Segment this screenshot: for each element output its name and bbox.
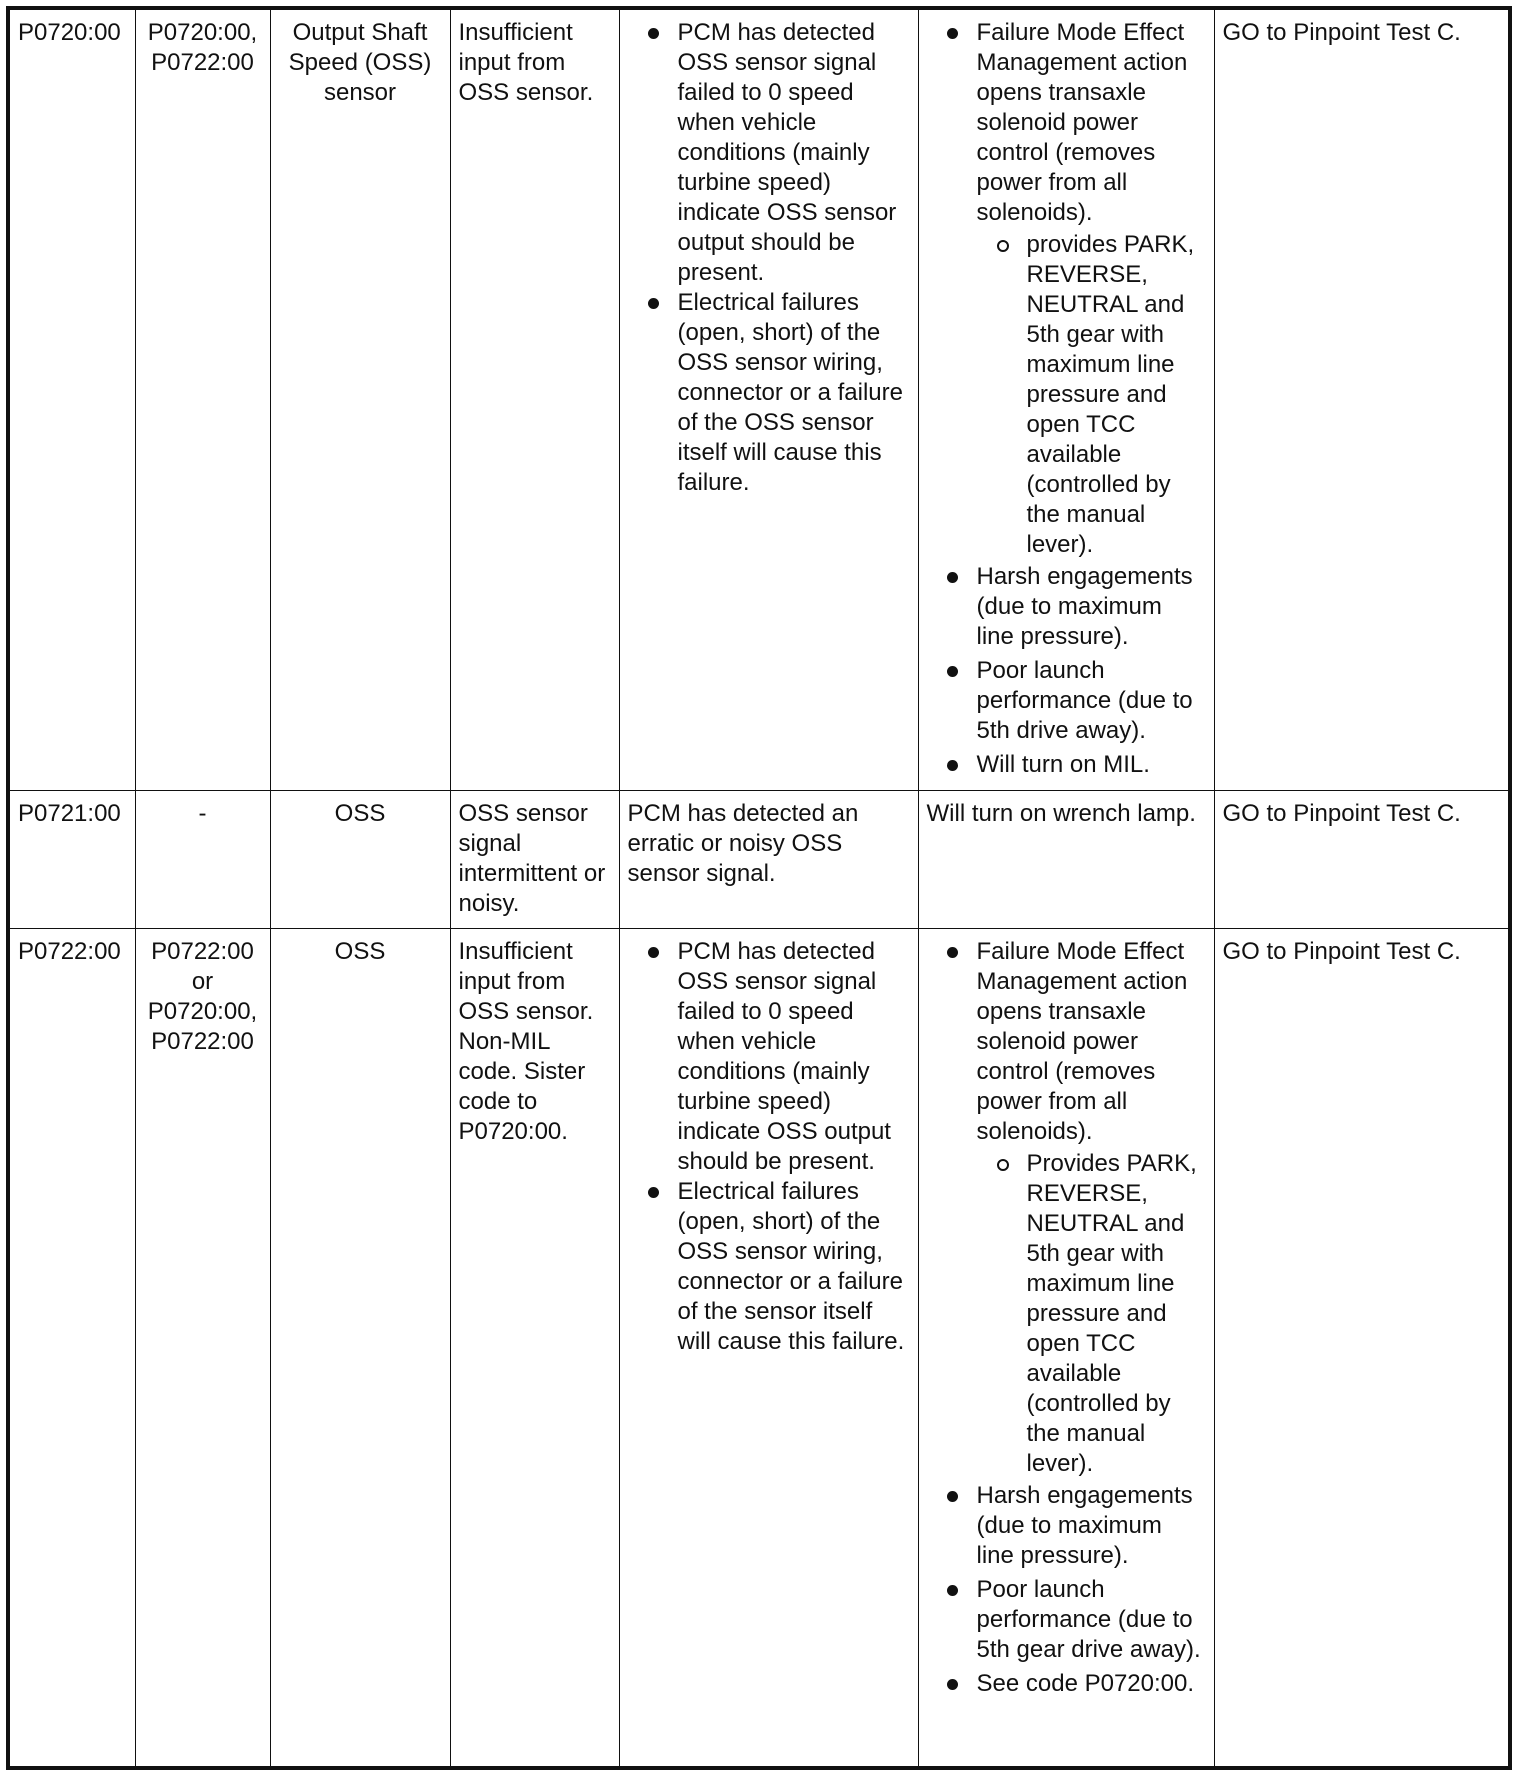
list-item: Electrical failures (open, short) of the OSS sensor wiring, connector or a failure of the sensor itself will cause this failure. — [628, 1177, 910, 1357]
description-cell: Insufficient input from OSS sensor. Non-MIL code. Sister code to P0720:00. — [450, 928, 619, 1768]
table-row — [8, 8, 1510, 790]
list-item-text: Failure Mode Effect Management action opens transaxle solenoid power control (removes power from all solenoids). — [976, 19, 1188, 226]
list-item: PCM has detected OSS sensor signal failed to 0 speed when vehicle conditions (mainly turbine speed) indicate OSS output should be present. — [628, 937, 910, 1177]
table-row — [8, 928, 1510, 1768]
sub-list-item: provides PARK, REVERSE, NEUTRAL and 5th gear with maximum line pressure and open TCC available (controlled by the manual lever). — [977, 230, 1206, 560]
symptoms-list — [927, 937, 1206, 1699]
symptoms-cell — [918, 928, 1214, 1768]
symptoms-cell: Will turn on wrench lamp. — [918, 790, 1214, 928]
component-cell: Output Shaft Speed (OSS) sensor — [270, 8, 450, 790]
related-codes-cell: P0722:00 or P0720:00, P0722:00 — [135, 928, 270, 1768]
list-item: PCM has detected OSS sensor signal failed to 0 speed when vehicle conditions (mainly turbine speed) indicate OSS sensor output should be present. — [628, 18, 910, 288]
dtc-code-cell: P0721:00 — [8, 790, 135, 928]
list-item: Poor launch performance (due to 5th drive away). — [927, 656, 1206, 746]
component-cell: OSS — [270, 790, 450, 928]
list-item: Poor launch performance (due to 5th gear drive away). — [927, 1575, 1206, 1665]
list-item — [927, 937, 1206, 1479]
conditions-cell — [619, 928, 918, 1768]
conditions-list — [628, 937, 910, 1357]
action-cell: GO to Pinpoint Test C. — [1214, 8, 1510, 790]
dtc-code-cell: P0720:00 — [8, 8, 135, 790]
related-codes-cell: P0720:00, P0722:00 — [135, 8, 270, 790]
related-codes-cell: - — [135, 790, 270, 928]
list-item: Electrical failures (open, short) of the OSS sensor wiring, connector or a failure of the OSS sensor itself will cause this failure. — [628, 288, 910, 498]
sub-list-item: Provides PARK, REVERSE, NEUTRAL and 5th gear with maximum line pressure and open TCC available (controlled by the manual lever). — [977, 1149, 1206, 1479]
component-cell: OSS — [270, 928, 450, 1768]
list-item: Harsh engagements (due to maximum line pressure). — [927, 562, 1206, 652]
sub-list — [977, 1149, 1206, 1479]
symptoms-cell — [918, 8, 1214, 790]
list-item: Harsh engagements (due to maximum line pressure). — [927, 1481, 1206, 1571]
dtc-table — [6, 6, 1512, 1770]
conditions-cell: PCM has detected an erratic or noisy OSS sensor signal. — [619, 790, 918, 928]
conditions-list — [628, 18, 910, 498]
conditions-cell — [619, 8, 918, 790]
dtc-code-cell: P0722:00 — [8, 928, 135, 1768]
list-item: See code P0720:00. — [927, 1669, 1206, 1699]
description-cell: OSS sensor signal intermittent or noisy. — [450, 790, 619, 928]
sub-list — [977, 230, 1206, 560]
table-row — [8, 790, 1510, 928]
action-cell: GO to Pinpoint Test C. — [1214, 790, 1510, 928]
description-cell: Insufficient input from OSS sensor. — [450, 8, 619, 790]
action-cell: GO to Pinpoint Test C. — [1214, 928, 1510, 1768]
symptoms-list — [927, 18, 1206, 780]
list-item — [927, 18, 1206, 560]
list-item-text: Failure Mode Effect Management action opens transaxle solenoid power control (removes power from all solenoids). — [976, 937, 1188, 1145]
list-item: Will turn on MIL. — [927, 750, 1206, 780]
